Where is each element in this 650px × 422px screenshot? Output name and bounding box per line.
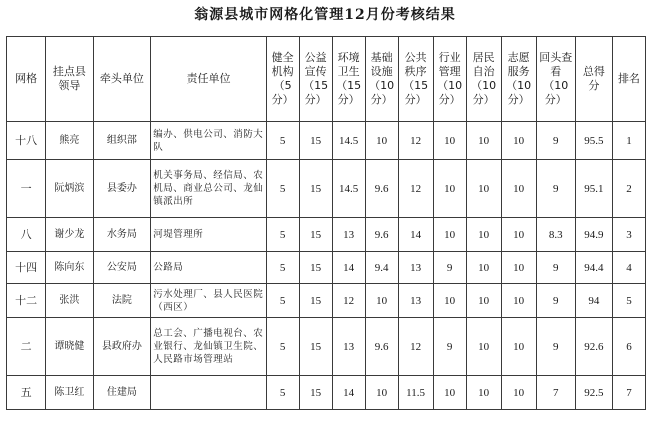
cell-score-5: 12	[398, 318, 433, 376]
header-c4: 基础设施（10分）	[365, 37, 398, 122]
cell-leader: 谢少龙	[46, 218, 93, 252]
cell-lead-unit: 水务局	[93, 218, 151, 252]
cell-score-5: 12	[398, 122, 433, 160]
cell-rank: 4	[612, 252, 645, 284]
cell-score-6: 10	[433, 218, 466, 252]
cell-rank: 5	[612, 284, 645, 318]
header-c8: 志愿服务（10分）	[501, 37, 536, 122]
cell-total: 92.5	[575, 376, 612, 410]
cell-score-9: 9	[536, 160, 575, 218]
table-row	[7, 376, 646, 410]
cell-leader: 阮炳滨	[46, 160, 93, 218]
cell-score-7: 10	[466, 318, 501, 376]
header-rank: 排名	[612, 37, 645, 122]
cell-score-3: 14	[332, 252, 365, 284]
cell-score-6: 10	[433, 122, 466, 160]
cell-score-9: 9	[536, 284, 575, 318]
header-c5: 公共秩序（15分）	[398, 37, 433, 122]
cell-score-6: 10	[433, 160, 466, 218]
cell-score-9: 8.3	[536, 218, 575, 252]
header-c7: 居民自治（10分）	[466, 37, 501, 122]
cell-score-5: 13	[398, 284, 433, 318]
cell-score-2: 15	[299, 318, 332, 376]
cell-score-7: 10	[466, 252, 501, 284]
cell-leader: 陈卫红	[46, 376, 93, 410]
cell-rank: 2	[612, 160, 645, 218]
cell-score-3: 14.5	[332, 122, 365, 160]
cell-score-6: 10	[433, 376, 466, 410]
table-row	[7, 218, 646, 252]
cell-score-4: 10	[365, 376, 398, 410]
cell-leader: 熊亮	[46, 122, 93, 160]
cell-grid: 十二	[7, 284, 46, 318]
cell-score-4: 9.4	[365, 252, 398, 284]
header-grid: 网格	[7, 37, 46, 122]
header-c6: 行业管理（10分）	[433, 37, 466, 122]
cell-score-6: 9	[433, 318, 466, 376]
header-c9: 回头查看（10分）	[536, 37, 575, 122]
cell-total: 92.6	[575, 318, 612, 376]
header-row	[7, 37, 646, 122]
header-lead-unit: 牵头单位	[93, 37, 151, 122]
cell-score-3: 12	[332, 284, 365, 318]
cell-score-7: 10	[466, 218, 501, 252]
cell-score-5: 11.5	[398, 376, 433, 410]
cell-lead-unit: 县委办	[93, 160, 151, 218]
cell-score-8: 10	[501, 160, 536, 218]
header-resp-unit: 责任单位	[151, 37, 266, 122]
cell-score-2: 15	[299, 160, 332, 218]
table-row	[7, 252, 646, 284]
cell-score-2: 15	[299, 376, 332, 410]
cell-total: 95.1	[575, 160, 612, 218]
cell-score-8: 10	[501, 284, 536, 318]
assessment-table	[6, 36, 646, 410]
cell-score-1: 5	[266, 318, 299, 376]
cell-score-5: 12	[398, 160, 433, 218]
cell-total: 94.9	[575, 218, 612, 252]
cell-lead-unit: 县政府办	[93, 318, 151, 376]
cell-score-9: 7	[536, 376, 575, 410]
cell-score-6: 10	[433, 284, 466, 318]
cell-rank: 1	[612, 122, 645, 160]
cell-resp-unit: 河堤管理所	[151, 218, 266, 252]
cell-lead-unit: 组织部	[93, 122, 151, 160]
cell-leader: 张洪	[46, 284, 93, 318]
cell-grid: 一	[7, 160, 46, 218]
table-row	[7, 318, 646, 376]
cell-grid: 八	[7, 218, 46, 252]
cell-grid: 二	[7, 318, 46, 376]
cell-score-3: 13	[332, 218, 365, 252]
cell-total: 94	[575, 284, 612, 318]
cell-resp-unit: 公路局	[151, 252, 266, 284]
cell-score-1: 5	[266, 252, 299, 284]
cell-score-4: 9.6	[365, 160, 398, 218]
header-total: 总得分	[575, 37, 612, 122]
cell-leader: 陈向东	[46, 252, 93, 284]
cell-resp-unit: 机关事务局、经信局、农机局、商业总公司、龙仙镇派出所	[151, 160, 266, 218]
cell-score-1: 5	[266, 218, 299, 252]
cell-score-8: 10	[501, 122, 536, 160]
cell-lead-unit: 法院	[93, 284, 151, 318]
cell-score-1: 5	[266, 160, 299, 218]
cell-score-2: 15	[299, 122, 332, 160]
cell-score-6: 9	[433, 252, 466, 284]
cell-score-8: 10	[501, 218, 536, 252]
header-leader: 挂点县领导	[46, 37, 93, 122]
cell-grid: 五	[7, 376, 46, 410]
cell-score-1: 5	[266, 376, 299, 410]
cell-grid: 十八	[7, 122, 46, 160]
cell-score-2: 15	[299, 218, 332, 252]
header-c2: 公益宣传（15分）	[299, 37, 332, 122]
cell-lead-unit: 住建局	[93, 376, 151, 410]
table-row	[7, 122, 646, 160]
cell-score-9: 9	[536, 252, 575, 284]
cell-rank: 3	[612, 218, 645, 252]
cell-score-2: 15	[299, 284, 332, 318]
page-title: 翁源县城市网格化管理12月份考核结果	[194, 7, 456, 23]
table-row	[7, 160, 646, 218]
cell-rank: 6	[612, 318, 645, 376]
cell-leader: 谭晓健	[46, 318, 93, 376]
cell-resp-unit: 编办、供电公司、消防大队	[151, 122, 266, 160]
cell-total: 95.5	[575, 122, 612, 160]
cell-score-7: 10	[466, 160, 501, 218]
cell-total: 94.4	[575, 252, 612, 284]
cell-rank: 7	[612, 376, 645, 410]
cell-score-3: 14.5	[332, 160, 365, 218]
cell-score-9: 9	[536, 318, 575, 376]
cell-score-2: 15	[299, 252, 332, 284]
table-row	[7, 284, 646, 318]
cell-resp-unit: 污水处理厂、县人民医院（西区）	[151, 284, 266, 318]
cell-score-4: 10	[365, 122, 398, 160]
cell-score-7: 10	[466, 284, 501, 318]
header-c3: 环境卫生（15分）	[332, 37, 365, 122]
cell-score-3: 14	[332, 376, 365, 410]
cell-score-4: 9.6	[365, 218, 398, 252]
cell-score-4: 10	[365, 284, 398, 318]
header-c1: 健全机构（5分）	[266, 37, 299, 122]
cell-score-1: 5	[266, 284, 299, 318]
cell-resp-unit	[151, 376, 266, 410]
cell-score-1: 5	[266, 122, 299, 160]
cell-score-8: 10	[501, 252, 536, 284]
cell-score-3: 13	[332, 318, 365, 376]
cell-score-4: 9.6	[365, 318, 398, 376]
cell-score-8: 10	[501, 318, 536, 376]
cell-score-9: 9	[536, 122, 575, 160]
cell-score-5: 14	[398, 218, 433, 252]
cell-lead-unit: 公安局	[93, 252, 151, 284]
cell-score-7: 10	[466, 122, 501, 160]
cell-grid: 十四	[7, 252, 46, 284]
cell-score-8: 10	[501, 376, 536, 410]
cell-score-5: 13	[398, 252, 433, 284]
cell-resp-unit: 总工会、广播电视台、农业银行、龙仙镇卫生院、人民路市场管理站	[151, 318, 266, 376]
cell-score-7: 10	[466, 376, 501, 410]
